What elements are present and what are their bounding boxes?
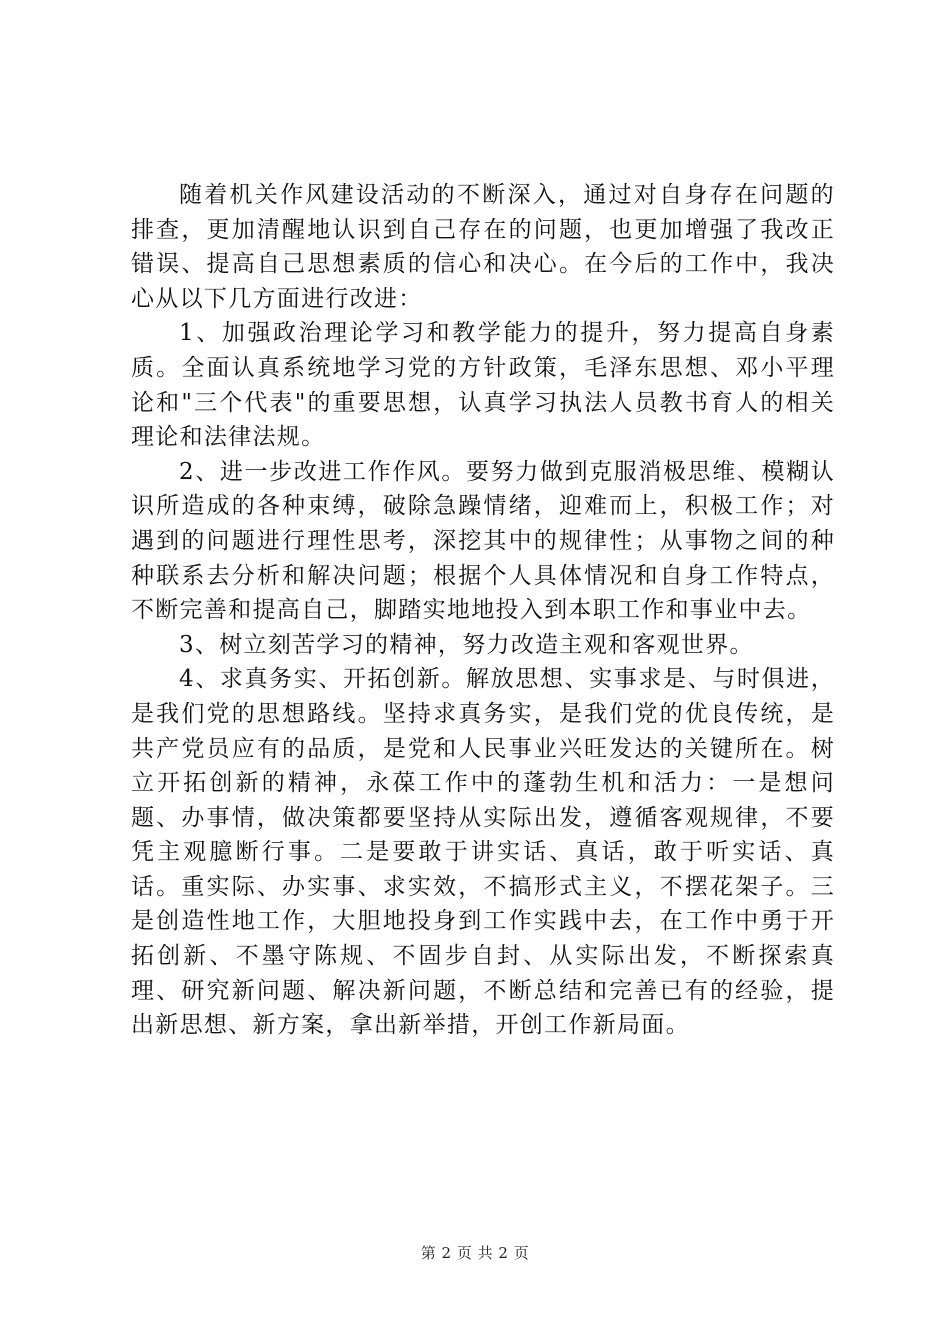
page-number-footer: 第 2 页 共 2 页 bbox=[420, 1244, 530, 1262]
body-paragraph: 随着机关作风建设活动的不断深入，通过对自身存在问题的排查，更加清醒地认识到自己存在的问题，也更加增强了我改正错误、提高自己思想素质的信心和决心。在今后的工作中，我决心从以下几方面进行改进： bbox=[131, 182, 835, 312]
document-body bbox=[131, 178, 835, 1043]
body-paragraph: 2、进一步改进工作作风。要努力做到克服消极思维、模糊认识所造成的各种束缚，破除急躁情绪，迎难而上，积极工作；对遇到的问题进行理性思考，深挖其中的规律性；从事物之间的种种联系去分析和解决问题；根据个人具体情况和自身工作特点，不断完善和提高自己，脚踏实地地投入到本职工作和事业中去。 bbox=[131, 458, 835, 624]
body-paragraph: 1、加强政治理论学习和教学能力的提升，努力提高自身素质。全面认真系统地学习党的方针政策，毛泽东思想、邓小平理论和"三个代表"的重要思想，认真学习执法人员教书育人的相关理论和法律法规。 bbox=[131, 320, 835, 451]
body-paragraph: 4、求真务实、开拓创新。解放思想、实事求是、与时俱进，是我们党的思想路线。坚持求真务实，是我们党的优良传统，是共产党员应有的品质，是党和人民事业兴旺发达的关键所在。树立开拓创新的精神，永葆工作中的蓬勃生机和活力：一是想问题、办事情，做决策都要坚持从实际出发，遵循客观规律，不要凭主观臆断行事。二是要敢于讲实话、真话，敢于听实话、真话。重实际、办实事、求实效，不搞形式主义，不摆花架子。三是创造性地工作，大胆地投身到工作实践中去，在工作中勇于开拓创新、不墨守陈规、不固步自封、从实际出发，不断探索真理、研究新问题、解决新问题，不断总结和完善已有的经验，提出新思想、新方案，拿出新举措，开创工作新局面。 bbox=[131, 666, 835, 1039]
body-paragraph: 3、树立刻苦学习的精神，努力改造主观和客观世界。 bbox=[179, 631, 754, 658]
